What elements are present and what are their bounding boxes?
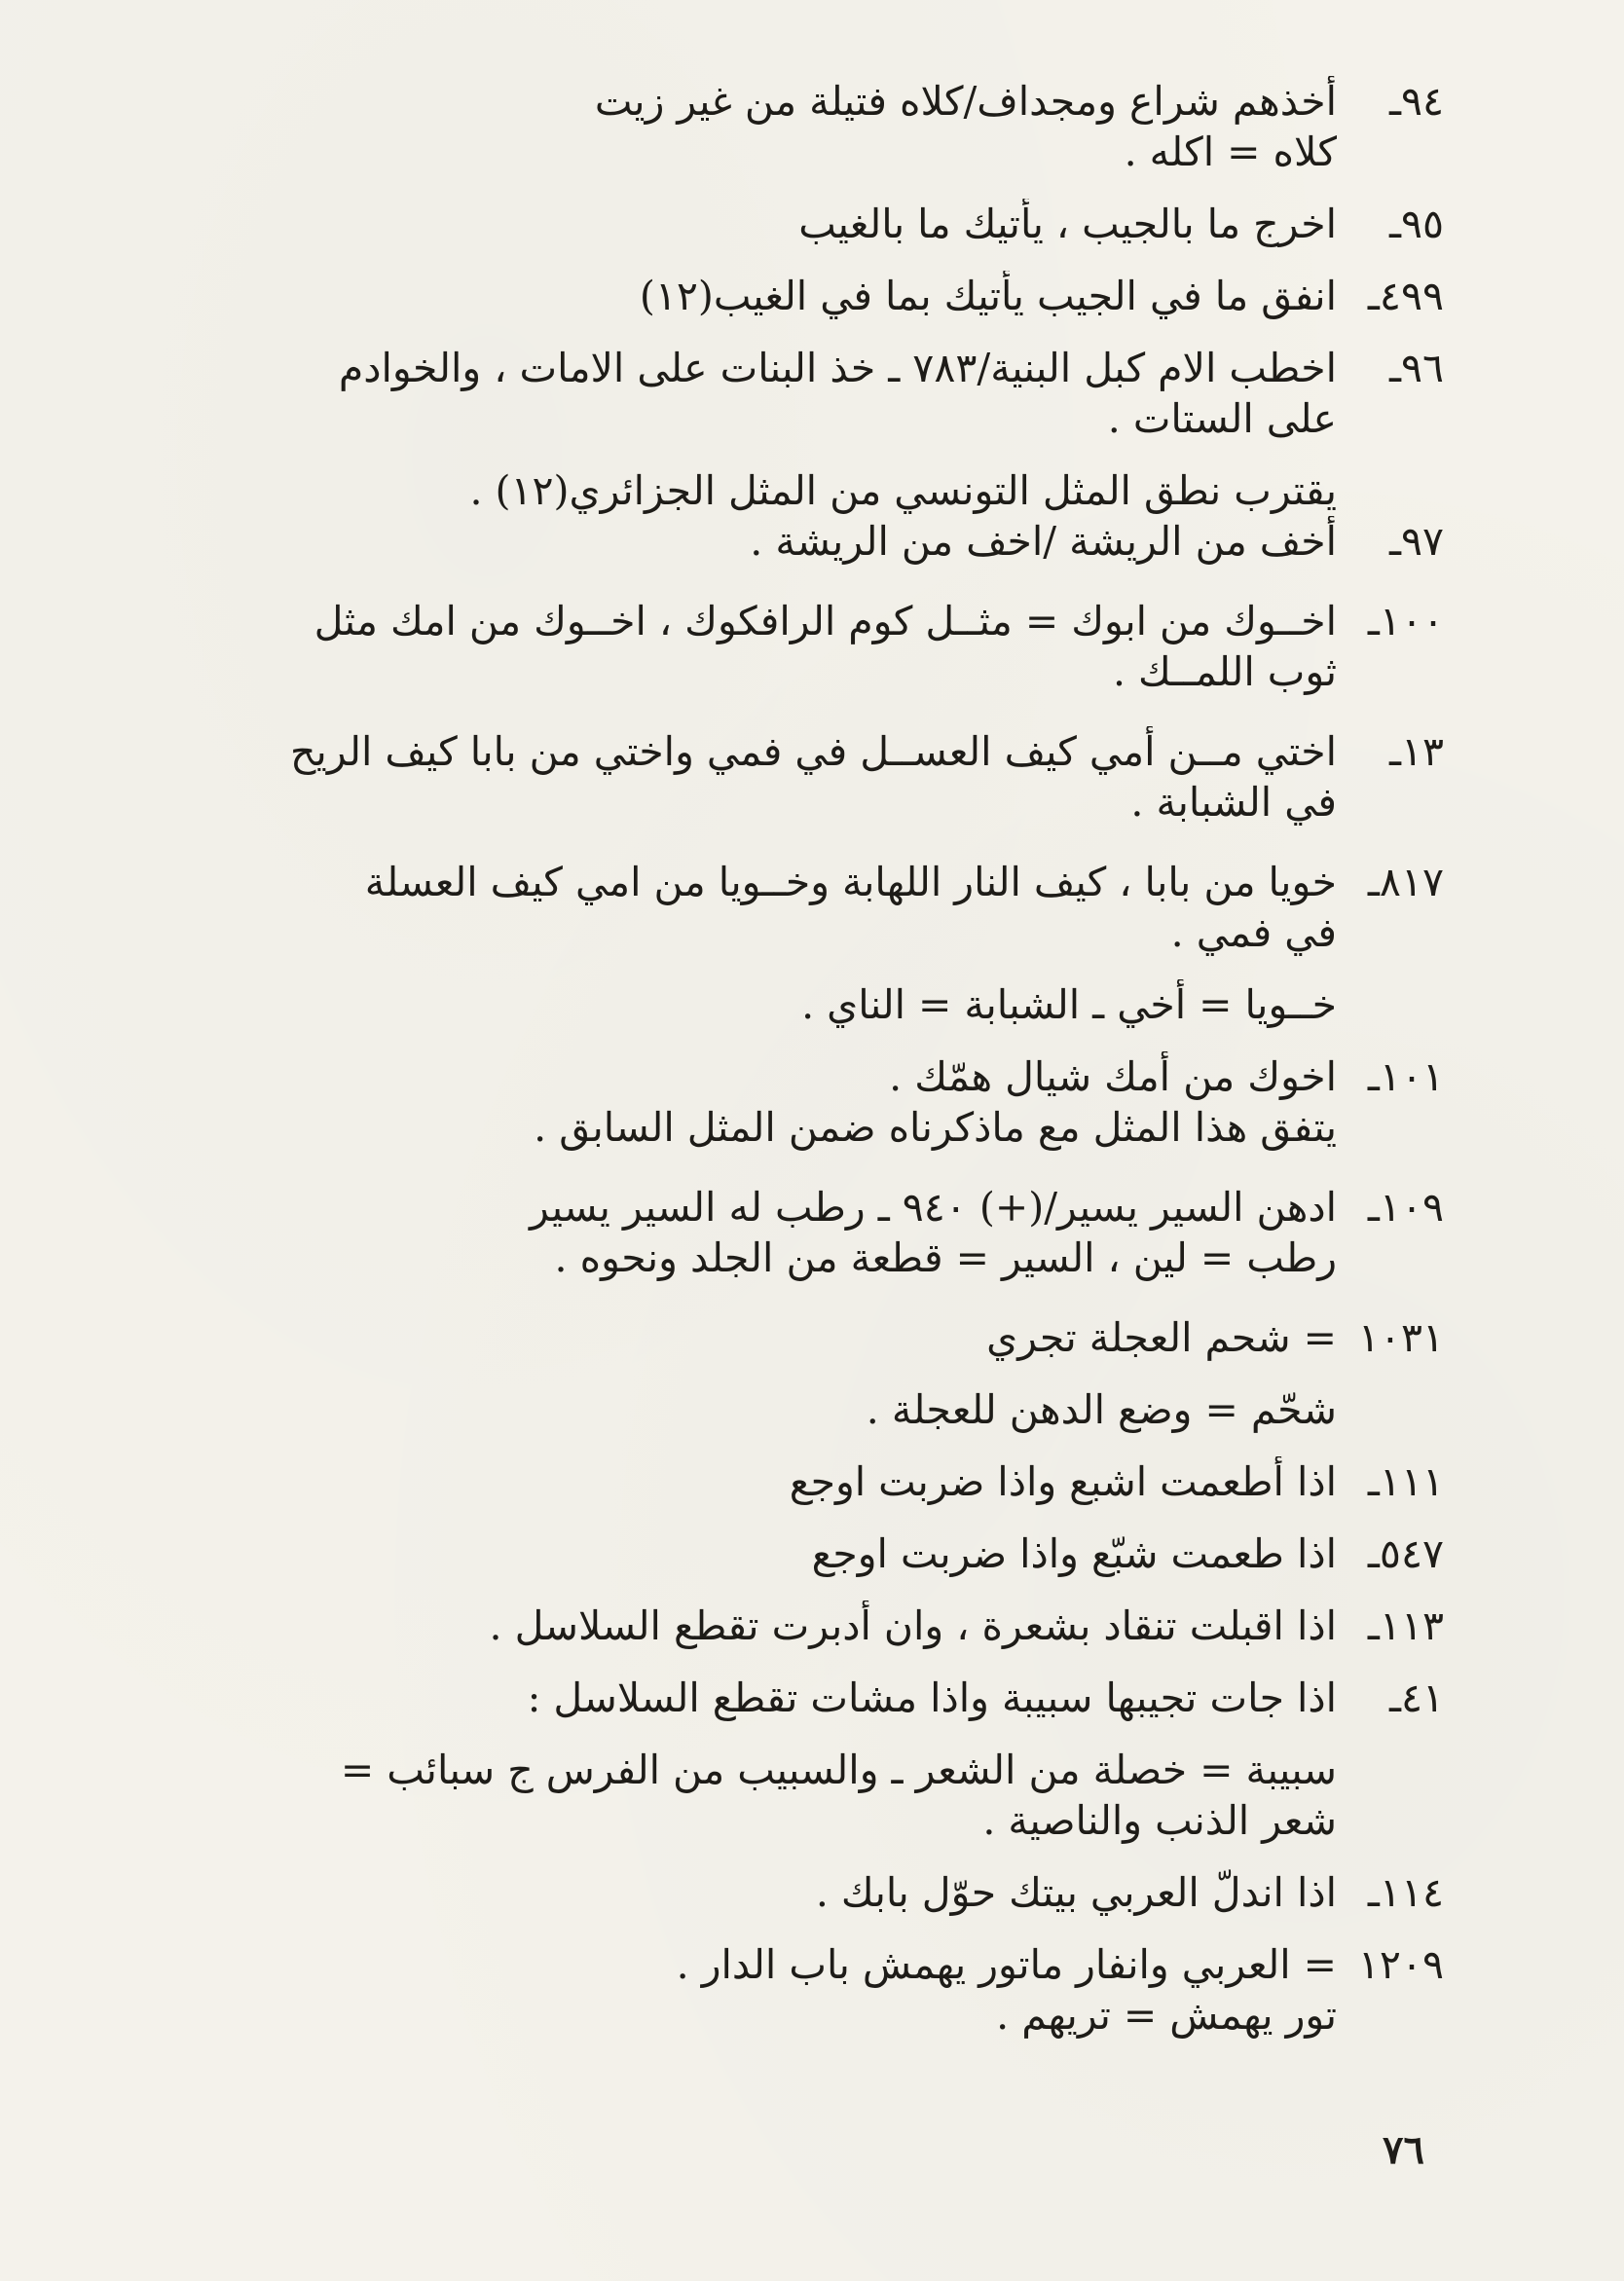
entry-text: خويا من بابا ، كيف النار اللهابة وخــويا من امي كيف العسلة	[364, 859, 1337, 905]
entry-text: اخطب الام كبل البنية/٧٨٣ ـ خذ البنات على الامات ، والخوادم	[338, 345, 1337, 391]
entry-text: في الشبابة .	[1130, 779, 1337, 826]
entry-number: ١٠٣١	[1357, 1314, 1444, 1361]
entry-text: = شحم العجلة تجري	[986, 1314, 1337, 1361]
line-22	[175, 1456, 1444, 1507]
entry-text: اخرج ما بالجيب ، يأتيك ما بالغيب	[798, 201, 1337, 247]
entry-number: ٩٥ـ	[1388, 201, 1444, 247]
line-27	[175, 1795, 1444, 1846]
entry-number: ١٠٩ـ	[1367, 1184, 1444, 1231]
entry-number: ١١٤ـ	[1367, 1869, 1444, 1916]
line-9	[175, 596, 1444, 646]
line-16	[175, 1051, 1444, 1102]
entry-number: ٤١ـ	[1388, 1674, 1444, 1721]
line-15	[175, 979, 1444, 1030]
entry-text: اخوك من أمك شيال همّك .	[889, 1053, 1337, 1100]
entry-text: ادهن السير يسير/(+) ٩٤٠ ـ رطب له السير يسير	[529, 1184, 1337, 1231]
line-13	[175, 857, 1444, 907]
line-8	[175, 516, 1444, 567]
line-1	[175, 76, 1444, 127]
entry-number: ١٣ـ	[1388, 728, 1444, 775]
entry-text: انفق ما في الجيب يأتيك بما في الغيب(١٢)	[639, 273, 1337, 319]
entry-text: رطب = لين ، السير = قطعة من الجلد ونحوه .	[554, 1234, 1337, 1281]
entry-text: شعر الذنب والناصية .	[982, 1797, 1337, 1844]
entry-number: ١٠٠ـ	[1367, 598, 1444, 644]
entry-text: اذا اقبلت تنقاد بشعرة ، وان أدبرت تقطع السلاسل .	[489, 1602, 1337, 1649]
entry-number: ٨١٧ـ	[1367, 859, 1444, 905]
line-14	[175, 907, 1444, 958]
entry-number: ١١١ـ	[1367, 1458, 1444, 1505]
page-body	[175, 76, 1444, 2041]
entry-number: ٩٤ـ	[1388, 78, 1444, 125]
entry-text: اذا طعمت شبّع واذا ضربت اوجع	[811, 1530, 1337, 1577]
entry-text: اذا أطعمت اشبع واذا ضربت اوجع	[789, 1458, 1337, 1505]
line-23	[175, 1528, 1444, 1579]
line-5	[175, 343, 1444, 393]
line-11	[175, 726, 1444, 777]
entry-text: = العربي وانفار ماتور يهمش باب الدار .	[676, 1941, 1337, 1988]
line-25	[175, 1673, 1444, 1723]
entry-text: أخف من الريشة /اخف من الريشة .	[750, 518, 1337, 565]
entry-number: ١٢٠٩	[1357, 1941, 1444, 1988]
line-21	[175, 1384, 1444, 1435]
entry-text: اخــوك من ابوك = مثــل كوم الرافكوك ، اخــوك من امك مثل	[314, 598, 1337, 644]
line-18	[175, 1182, 1444, 1232]
entry-text: على الستات .	[1107, 395, 1337, 442]
line-30	[175, 1990, 1444, 2041]
entry-text: في فمي .	[1170, 909, 1337, 956]
line-7	[175, 465, 1444, 516]
entry-number: ٩٦ـ	[1388, 345, 1444, 391]
line-26	[175, 1745, 1444, 1795]
line-4	[175, 271, 1444, 321]
line-28	[175, 1867, 1444, 1918]
entry-text: يتفق هذا المثل مع ماذكرناه ضمن المثل السابق .	[534, 1104, 1337, 1151]
entry-text: ثوب اللمــك .	[1112, 648, 1337, 695]
entry-text: يقترب نطق المثل التونسي من المثل الجزائري(١٢) .	[469, 467, 1337, 514]
entry-number: ١٠١ـ	[1367, 1053, 1444, 1100]
page-number: ٧٦	[1383, 2127, 1424, 2173]
line-3	[175, 199, 1444, 249]
line-2	[175, 127, 1444, 177]
entry-text: شحّم = وضع الدهن للعجلة .	[866, 1386, 1337, 1433]
line-20	[175, 1312, 1444, 1363]
entry-text: اذا جات تجيبها سبيبة واذا مشات تقطع السلاسل :	[527, 1674, 1337, 1721]
entry-text: كلاه = اكله .	[1124, 129, 1337, 175]
entry-text: خــويا = أخي ـ الشبابة = الناي .	[801, 981, 1337, 1028]
entry-text: اذا اندلّ العربي بيتك حوّل بابك .	[815, 1869, 1337, 1916]
entry-text: اختي مــن أمي كيف العســل في فمي واختي من بابا كيف الريح	[289, 728, 1337, 775]
line-29	[175, 1939, 1444, 1990]
line-6	[175, 393, 1444, 444]
entry-text: سبيبة = خصلة من الشعر ـ والسبيب من الفرس ج سبائب =	[340, 1747, 1337, 1793]
entry-number: ٥٤٧ـ	[1367, 1530, 1444, 1577]
entry-text: تور يهمش = تريهم .	[996, 1992, 1337, 2039]
entry-number: ٩٧ـ	[1388, 518, 1444, 565]
entry-number: ١١٣ـ	[1367, 1602, 1444, 1649]
line-17	[175, 1102, 1444, 1153]
entry-text: أخذهم شراع ومجداف/كلاه فتيلة من غير زيت	[594, 78, 1337, 125]
entry-number: ٤٩٩ـ	[1367, 273, 1444, 319]
line-10	[175, 646, 1444, 697]
line-19	[175, 1232, 1444, 1283]
line-24	[175, 1600, 1444, 1651]
line-12	[175, 777, 1444, 828]
